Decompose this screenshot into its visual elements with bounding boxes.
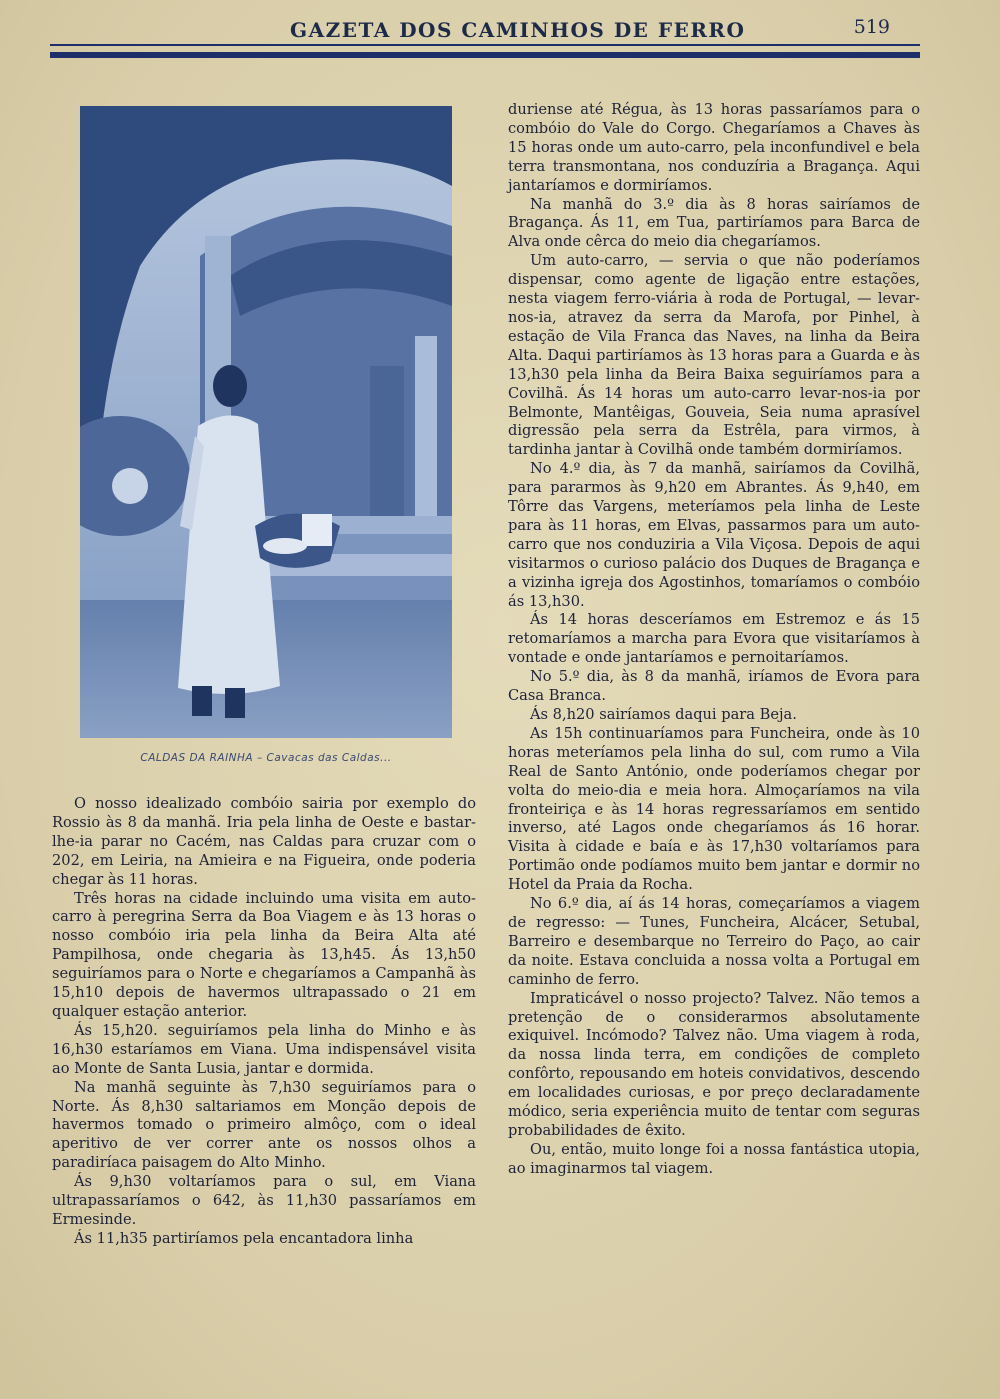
paragraph: Na manhã do 3.º dia às 8 horas sairíamos de Bragança. Ás 11, em Tua, partiríamos para Barca de Alva onde cêrca do meio dia chegaríamos. <box>508 195 920 251</box>
paragraph: Ás 15,h20. seguiríamos pela linha do Minho e às 16,h30 estaríamos em Viana. Uma indispensável visita ao Monte de Santa Lusia, jantar e dormida. <box>52 1021 476 1077</box>
paragraph: duriense até Régua, às 13 horas passaríamos para o combóio do Vale do Corgo. Chegaríamos a Chaves às 15 horas onde um auto-carro, pela inconfundivel e bela terra transmontana, nos conduzíria a Bragança. Aqui jantaríamos e dormiríamos. <box>508 101 920 194</box>
paragraph: Impraticável o nosso projecto? Talvez. Não temos a pretenção de o considerarmos absolutamente exiquivel. Incómodo? Talvez não. Uma viagem à roda, da nossa linda terra, em condições de completo confôrto, repousando em hoteis convidativos, descendo em localidades curiosas, e por preço declaradamente módico, seria experiência muito de tentar com seguras probabilidades de êxito. <box>508 989 920 1139</box>
magazine-title: GAZETA DOS CAMINHOS DE FERRO <box>290 18 746 42</box>
right-column <box>508 101 920 1179</box>
paragraph: Ás 14 horas desceríamos em Estremoz e ás 15 retomaríamos a marcha para Evora que visitaríamos à vontade e onde jantaríamos e pernoitaríamos. <box>508 611 920 667</box>
paragraph: Três horas na cidade incluindo uma visita em auto-carro à peregrina Serra da Boa Viagem e às 13 horas o nosso combóio iria pela linha da Beira Alta até Pampilhosa, onde chegaria às 13,h45. Ás 13,h50 seguiríamos para o Norte e chegaríamos a Campanhã às 15,h10 depois de havermos ultrapassado o 21 em qualquer estação anterior. <box>52 889 476 1020</box>
paragraph: No 6.º dia, aí ás 14 horas, começaríamos a viagem de regresso: — Tunes, Funcheira, Alcácer, Setubal, Barreiro e desembarque no Terreiro do Paço, ao cair da noite. Estava concluida a nossa volta a Portugal em caminho de ferro. <box>508 895 920 988</box>
photo-caption: CALDAS DA RAINHA – Cavacas das Caldas... <box>140 752 392 764</box>
header-rule-thick <box>50 52 920 58</box>
paragraph: No 5.º dia, às 8 da manhã, iríamos de Evora para Casa Branca. <box>508 668 920 705</box>
paragraph: No 4.º dia, às 7 da manhã, sairíamos da Covilhã, para pararmos às 9,h20 em Abrantes. Ás 9,h40, em Tôrre das Vargens, meteríamos pela linha de Leste para às 11 horas, em Elvas, passarmos para um auto-carro que nos conduziria a Vila Viçosa. Depois de aqui visitarmos o curioso palácio dos Duques de Bragança e a vizinha igreja dos Agostinhos, tomaríamos o combóio ás 13,h30. <box>508 460 920 610</box>
paragraph: Um auto-carro, — servia o que não poderíamos dispensar, como agente de ligação entre estações, nesta viagem ferro-viária à roda de Portugal, — levar-nos-ia, atravez da serra da Marofa, por Pinhel, à estação de Vila Franca das Naves, na linha da Beira Alta. Daqui partiríamos às 13 horas para a Guarda e às 13,h30 pela linha da Beira Baixa seguiríamos para a Covilhã. Ás 14 horas um auto-carro levar-nos-ia por Belmonte, Mantêigas, Gouveia, Seia numa aprasível digressão pela serra da Estrêla, para virmos, à tardinha jantar à Covilhã onde também dormiríamos. <box>508 252 920 459</box>
page-header <box>50 10 920 46</box>
paragraph: As 15h continuaríamos para Funcheira, onde às 10 horas meteríamos pela linha do sul, com rumo a Vila Real de Santo António, onde poderíamos chegar por volta do meio-dia e meia hora. Almoçaríamos na vila fronteiriça e às 14 horas regressaríamos em sentido inverso, até Lagos onde chegaríamos ás 16 horar. Visita à cidade e baía e às 17,h30 voltaríamos para Portimão onde podíamos muito bem jantar e dormir no Hotel da Praia da Rocha. <box>508 724 920 894</box>
photo-illustration <box>80 106 452 738</box>
page-number: 519 <box>853 16 890 38</box>
header-rule-thin <box>50 44 920 46</box>
paragraph: Ás 8,h20 sairíamos daqui para Beja. <box>530 706 797 723</box>
left-column <box>52 795 476 1249</box>
paragraph: Ás 11,h35 partiríamos pela encantadora linha <box>74 1229 414 1247</box>
paragraph: Ou, então, muito longe foi a nossa fantástica utopia, ao imaginarmos tal viagem. <box>508 1140 920 1177</box>
paragraph: Na manhã seguinte às 7,h30 seguiríamos para o Norte. Ás 8,h30 saltariamos em Monção depois de havermos tomado o primeiro almôço, com o ideal aperitivo de ver correr ante os nossos olhos a paradiríaca paisagem do Alto Minho. <box>52 1078 476 1172</box>
photograph <box>80 106 452 738</box>
paragraph: O nosso idealizado combóio sairia por exemplo do Rossio às 8 da manhã. Iria pela linha de Oeste e bastar-lhe-ia parar no Cacém, nas Caldas para cruzar com o 202, em Leiria, na Amieira e na Figueira, onde poderia chegar às 11 horas. <box>52 795 476 888</box>
paragraph: Ás 9,h30 voltaríamos para o sul, em Viana ultrapassaríamos o 642, às 11,h30 passaríamos em Ermesinde. <box>52 1173 476 1228</box>
